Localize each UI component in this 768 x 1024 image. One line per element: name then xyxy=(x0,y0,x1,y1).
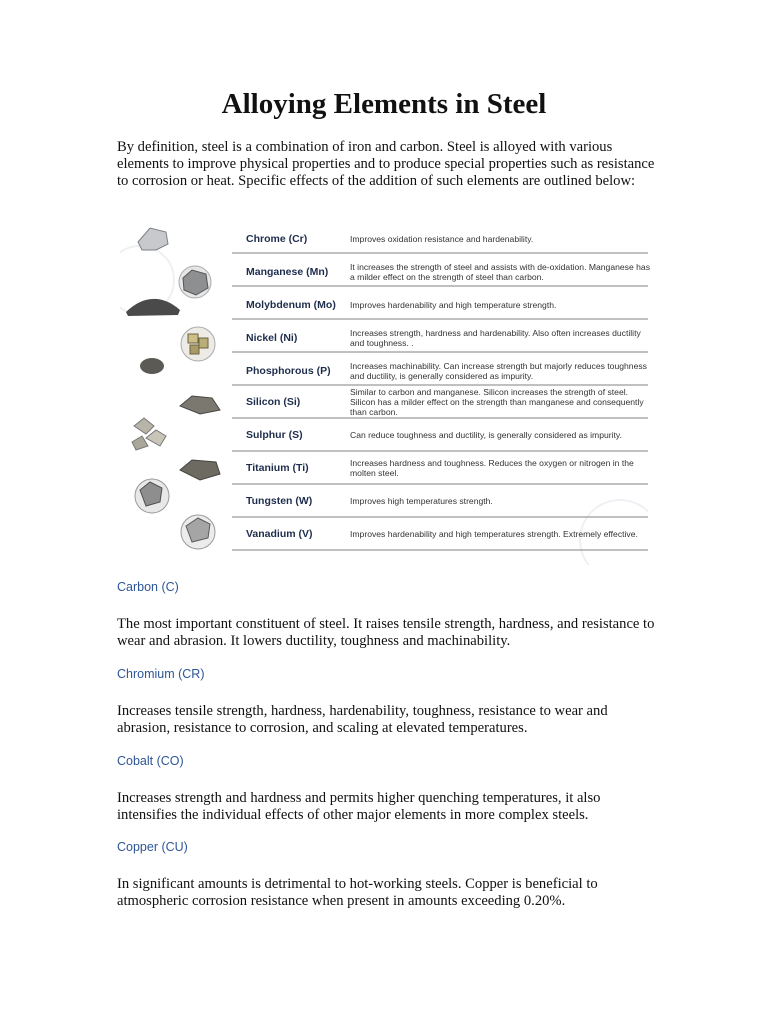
section-chromium xyxy=(117,667,657,737)
element-effect: Improves oxidation resistance and hardenability. xyxy=(350,234,534,244)
element-effect: Increases strength, hardness and hardenability. Also often increases ductility and toughness. . xyxy=(350,328,641,348)
element-name: Manganese (Mn) xyxy=(246,266,329,278)
section-body: In significant amounts is detrimental to hot-working steels. Copper is beneficial to atmospheric corrosion resistance when present in amounts exceeding 0.20%. xyxy=(117,876,598,909)
section-heading: Copper (CU) xyxy=(117,840,188,854)
element-effect: Similar to carbon and manganese. Silicon increases the strength of steel. Silicon has a milder effect on the strength than manganese and consequently than carbon. xyxy=(350,387,644,417)
section-body: The most important constituent of steel. It raises tensile strength, hardness, and resistance to wear and abrasion. It lowers ductility, toughness and machinability. xyxy=(117,616,655,649)
element-name: Sulphur (S) xyxy=(246,429,303,441)
element-effect: Increases hardness and toughness. Reduces the oxygen or nitrogen in the molten steel. xyxy=(350,458,634,478)
page-title: Alloying Elements in Steel xyxy=(221,88,547,120)
element-effect: Can reduce toughness and ductility, is generally considered as impurity. xyxy=(350,430,622,440)
element-row-phosphorous xyxy=(120,355,648,387)
element-effect: It increases the strength of steel and assists with de-oxidation. Manganese has a milder effect on the strength of steel than carbon. xyxy=(350,262,650,282)
element-name: Tungsten (W) xyxy=(246,495,313,507)
element-row-sulphur xyxy=(120,419,648,451)
element-name: Silicon (Si) xyxy=(246,396,301,408)
element-name: Nickel (Ni) xyxy=(246,332,298,344)
alloying-elements-figure xyxy=(120,220,648,565)
element-row-titanium xyxy=(120,452,648,484)
section-body: Increases strength and hardness and permits higher quenching temperatures, it also intensifies the individual effects of other major elements in more complex steels. xyxy=(117,790,601,823)
section-carbon xyxy=(117,580,657,650)
element-name: Phosphorous (P) xyxy=(246,365,331,377)
section-body: Increases tensile strength, hardness, hardenability, toughness, resistance to wear and abrasion, resistance to corrosion, and scaling at elevated temperatures. xyxy=(117,703,608,736)
element-name: Titanium (Ti) xyxy=(246,462,309,474)
section-cobalt xyxy=(117,754,657,824)
element-row-manganese xyxy=(120,256,648,288)
section-copper xyxy=(117,840,657,910)
element-effect: Improves hardenability and high temperature strength. xyxy=(350,300,557,310)
element-row-molybdenum xyxy=(120,289,648,321)
element-effect: Increases machinability. Can increase strength but majorly reduces toughness and ductility, is generally considered as impurity. xyxy=(350,361,647,381)
section-heading: Cobalt (CO) xyxy=(117,754,184,768)
element-row-silicon xyxy=(120,386,648,418)
intro-paragraph: By definition, steel is a combination of iron and carbon. Steel is alloyed with various elements to improve physical properties and to produce special properties such as resistance to corrosion or heat. Specific effects of the addition of such elements are outlined below: xyxy=(117,139,655,189)
element-row-tungsten xyxy=(120,485,648,517)
element-effect: Improves high temperatures strength. xyxy=(350,496,493,506)
element-name: Molybdenum (Mo) xyxy=(246,299,336,311)
section-heading: Chromium (CR) xyxy=(117,667,205,681)
element-name: Chrome (Cr) xyxy=(246,233,308,245)
section-heading: Carbon (C) xyxy=(117,580,179,594)
element-name: Vanadium (V) xyxy=(246,528,313,540)
element-row-chrome xyxy=(120,223,648,255)
element-effect: Improves hardenability and high temperatures strength. Extremely effective. xyxy=(350,529,638,539)
element-row-nickel xyxy=(120,322,648,354)
element-row-vanadium xyxy=(120,518,648,550)
